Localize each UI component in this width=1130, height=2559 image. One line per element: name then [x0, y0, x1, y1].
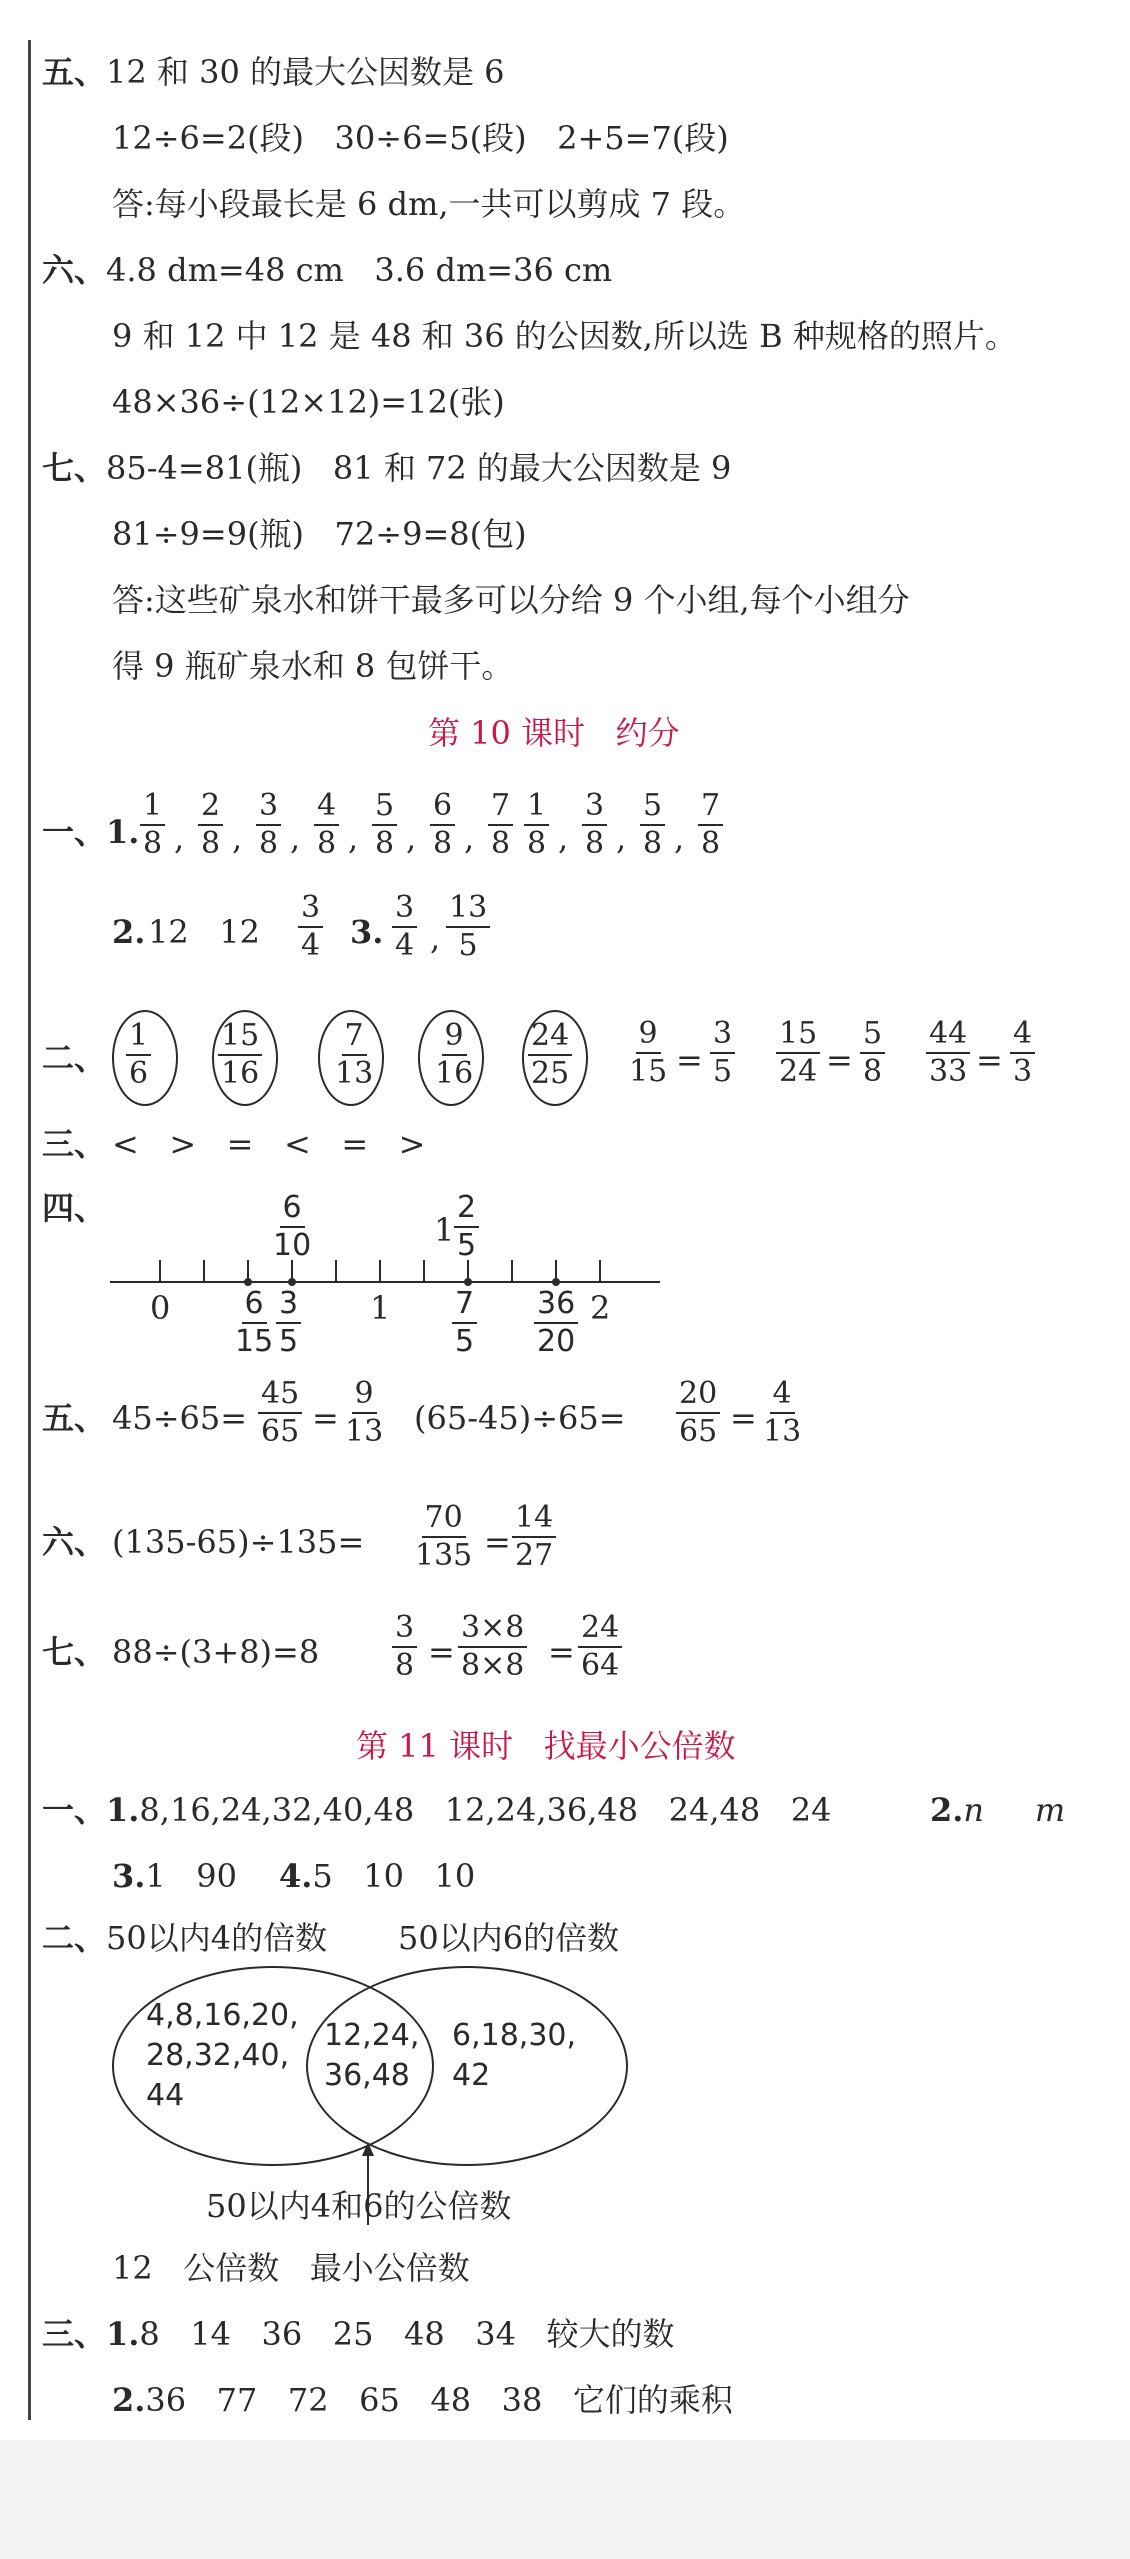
comparison-signs: < > = < = > — [112, 1125, 426, 1163]
denominator: 5 — [713, 1054, 733, 1089]
numerator: 44 — [926, 1016, 970, 1054]
l11-q2-line — [42, 1918, 327, 1958]
fraction — [446, 890, 490, 964]
fraction — [458, 1610, 527, 1684]
denominator: 8 — [143, 826, 163, 861]
denominator: 33 — [929, 1054, 968, 1089]
part-number: 4. — [279, 1857, 313, 1895]
fraction — [760, 1376, 804, 1450]
text: 8 14 36 25 48 34 较大的数 — [139, 2315, 675, 2353]
denominator: 10 — [273, 1228, 312, 1263]
venn-label-right: 50以内6的倍数 — [398, 1919, 620, 1957]
comma: , — [558, 819, 569, 857]
denominator: 8 — [585, 826, 605, 861]
numerator: 3×8 — [458, 1610, 527, 1648]
fraction — [276, 1286, 301, 1360]
numerator: 2 — [454, 1190, 479, 1228]
l10-q1-number — [42, 812, 139, 852]
lesson11-title: 第 11 课时 找最小公倍数 — [356, 1727, 736, 1765]
numerator: 3 — [298, 890, 323, 928]
denominator: 8 — [491, 826, 511, 861]
comma: , — [174, 819, 185, 857]
fraction — [392, 1610, 417, 1684]
denominator: 8 — [395, 1648, 415, 1683]
fraction — [218, 1018, 262, 1092]
denominator: 8 — [863, 1054, 883, 1089]
section-number: 二、 — [42, 1919, 107, 1957]
comma: , — [232, 819, 243, 857]
fraction — [534, 1286, 578, 1360]
numerator: 3 — [710, 1016, 735, 1054]
part-number: 2. — [112, 2381, 146, 2419]
denominator: 13 — [763, 1414, 802, 1449]
venn-middle-line1: 12,24, — [324, 2018, 420, 2053]
l10-q1-part2-number: 2. — [112, 913, 146, 951]
l11-q3-line2 — [112, 2380, 733, 2420]
denominator: 25 — [531, 1056, 570, 1091]
numerator: 3 — [392, 890, 417, 928]
fraction — [512, 1500, 556, 1574]
denominator: 20 — [537, 1324, 576, 1359]
fraction — [578, 1610, 622, 1684]
sec7-line2: 81÷9=9(瓶) 72÷9=8(包) — [112, 515, 527, 553]
part-number: 1. — [106, 2315, 140, 2353]
denominator: 8 — [527, 826, 547, 861]
l10-q4-number: 四、 — [42, 1189, 107, 1227]
page-bottom-shade — [0, 2440, 1130, 2559]
venn-left-line1: 4,8,16,20, — [146, 1998, 299, 2033]
numerator: 7 — [698, 788, 723, 826]
fraction — [860, 1016, 885, 1090]
equals-sign: = — [312, 1399, 339, 1437]
text: 1 90 — [145, 1857, 237, 1895]
numerator: 6 — [242, 1286, 267, 1324]
numerator: 3 — [582, 788, 607, 826]
denominator: 64 — [581, 1648, 620, 1683]
numerator: 15 — [776, 1016, 820, 1054]
mixed-whole: 1 — [434, 1211, 455, 1249]
equals-sign: = — [484, 1523, 511, 1561]
numerator: 4 — [770, 1376, 795, 1414]
section-number: 一、 — [42, 813, 107, 851]
l10-q3-line — [42, 1124, 425, 1164]
equals-sign: = — [976, 1041, 1003, 1079]
numerator: 70 — [422, 1500, 466, 1538]
section-number: 三、 — [42, 2315, 107, 2353]
numerator: 13 — [446, 890, 490, 928]
denominator: 5 — [455, 1324, 475, 1359]
fraction — [1010, 1016, 1035, 1090]
expression: 88÷(3+8)=8 — [112, 1633, 320, 1671]
denominator: 8 — [259, 826, 279, 861]
l10-q5-number: 五、 — [42, 1399, 107, 1437]
fraction — [452, 1286, 477, 1360]
fraction — [392, 890, 417, 964]
fraction — [198, 788, 223, 862]
comma: , — [616, 819, 627, 857]
number-line-point — [464, 1278, 472, 1286]
numerator: 45 — [258, 1376, 302, 1414]
comma: , — [406, 819, 417, 857]
section-number: 六、 — [42, 251, 107, 289]
text: 36 77 72 65 48 38 它们的乘积 — [145, 2381, 733, 2419]
l10-q6-number: 六、 — [42, 1523, 107, 1561]
denominator: 5 — [279, 1324, 299, 1359]
comma: , — [430, 919, 441, 957]
denominator: 3 — [1013, 1054, 1033, 1089]
equals-sign: = — [428, 1633, 455, 1671]
fraction — [488, 788, 513, 862]
denominator: 24 — [779, 1054, 818, 1089]
expression: 45÷65= — [112, 1399, 248, 1437]
text: 4.8 dm=48 cm 3.6 dm=36 cm — [106, 251, 613, 289]
l11-q1-part2 — [930, 1790, 1065, 1830]
numerator: 7 — [342, 1018, 367, 1056]
numerator: 1 — [140, 788, 165, 826]
numerator: 5 — [860, 1016, 885, 1054]
equals-sign: = — [548, 1633, 575, 1671]
denominator: 8 — [201, 826, 221, 861]
fraction — [454, 1190, 479, 1264]
margin-line — [28, 40, 31, 2420]
fraction — [126, 1018, 151, 1092]
sec6-line2: 9 和 12 中 12 是 48 和 36 的公因数,所以选 B 种规格的照片。 — [112, 317, 1017, 355]
denominator: 16 — [221, 1056, 260, 1091]
part-number: 2. — [930, 1791, 964, 1829]
denominator: 5 — [457, 1228, 477, 1263]
denominator: 4 — [395, 928, 415, 963]
denominator: 8 — [701, 826, 721, 861]
fraction — [582, 788, 607, 862]
number-line-point — [244, 1278, 252, 1286]
denominator: 15 — [235, 1324, 274, 1359]
sec7-line4: 得 9 瓶矿泉水和 8 包饼干。 — [112, 647, 514, 685]
denominator: 65 — [679, 1414, 718, 1449]
comma: , — [464, 819, 475, 857]
sec7-line1 — [42, 448, 731, 488]
numerator: 3 — [276, 1286, 301, 1324]
l11-q1-line1 — [42, 1790, 832, 1830]
numerator: 6 — [280, 1190, 305, 1228]
number-line — [100, 1250, 660, 1290]
tick-label: 2 — [590, 1289, 611, 1327]
lesson10-title: 第 10 课时 约分 — [428, 714, 680, 752]
expression: (135-65)÷135= — [112, 1523, 365, 1561]
numerator: 3 — [256, 788, 281, 826]
sec5-line3: 答:每小段最长是 6 dm,一共可以剪成 7 段。 — [112, 185, 746, 223]
numerator: 5 — [372, 788, 397, 826]
denominator: 8 — [317, 826, 337, 861]
fraction — [256, 788, 281, 862]
text: 85-4=81(瓶) 81 和 72 的最大公因数是 9 — [106, 449, 732, 487]
sec7-line3: 答:这些矿泉水和饼干最多可以分给 9 个小组,每个小组分 — [112, 581, 910, 619]
denominator: 16 — [435, 1056, 474, 1091]
fraction — [270, 1190, 314, 1264]
numerator: 3 — [392, 1610, 417, 1648]
venn-left-line3: 44 — [146, 2078, 185, 2113]
denominator: 135 — [415, 1538, 473, 1573]
fraction — [298, 890, 323, 964]
tick-label: 1 — [370, 1289, 391, 1327]
tick-label: 0 — [150, 1289, 171, 1327]
numerator: 2 — [198, 788, 223, 826]
numerator: 24 — [528, 1018, 572, 1056]
section-number: 三、 — [42, 1125, 107, 1163]
numerator: 4 — [1010, 1016, 1035, 1054]
denominator: 8 — [375, 826, 395, 861]
fraction — [232, 1286, 276, 1360]
l11-q1-line2 — [112, 1856, 475, 1896]
text: 8,16,24,32,40,48 12,24,36,48 24,48 24 — [139, 1791, 832, 1829]
numerator: 14 — [512, 1500, 556, 1538]
sec6-line1 — [42, 250, 612, 290]
denominator: 65 — [261, 1414, 300, 1449]
denominator: 4 — [301, 928, 321, 963]
denominator: 6 — [129, 1056, 149, 1091]
fraction — [372, 788, 397, 862]
numerator: 7 — [452, 1286, 477, 1324]
sec6-line3: 48×36÷(12×12)=12(张) — [112, 383, 505, 421]
l11-q2-answer: 12 公倍数 最小公倍数 — [112, 2249, 470, 2287]
section-number: 七、 — [42, 449, 107, 487]
fraction — [710, 1016, 735, 1090]
numerator: 6 — [430, 788, 455, 826]
number-line-point — [288, 1278, 296, 1286]
denominator: 13 — [345, 1414, 384, 1449]
numerator: 1 — [126, 1018, 151, 1056]
sec5-line1 — [42, 52, 505, 92]
l10-q1-part2-text: 12 12 — [148, 913, 260, 951]
denominator: 27 — [515, 1538, 554, 1573]
denominator: 15 — [629, 1054, 668, 1089]
denominator: 8 — [643, 826, 663, 861]
comma: , — [348, 819, 359, 857]
numerator: 5 — [640, 788, 665, 826]
fraction — [776, 1016, 820, 1090]
fraction — [140, 788, 165, 862]
numerator: 1 — [524, 788, 549, 826]
text: n m — [963, 1791, 1066, 1829]
venn-left-line2: 28,32,40, — [146, 2038, 290, 2073]
fraction — [926, 1016, 970, 1090]
fraction — [332, 1018, 376, 1092]
fraction — [412, 1500, 475, 1574]
fraction — [528, 1018, 572, 1092]
denominator: 13 — [335, 1056, 374, 1091]
venn-right-line2: 42 — [452, 2058, 491, 2093]
fraction — [342, 1376, 386, 1450]
l10-q1-part3-number: 3. — [350, 913, 384, 951]
expression: (65-45)÷65= — [414, 1399, 626, 1437]
fraction — [258, 1376, 302, 1450]
venn-middle-line2: 36,48 — [324, 2058, 410, 2093]
numerator: 24 — [578, 1610, 622, 1648]
numerator: 7 — [488, 788, 513, 826]
venn-right-line1: 6,18,30, — [452, 2018, 577, 2053]
numerator: 15 — [218, 1018, 262, 1056]
numerator: 9 — [636, 1016, 661, 1054]
section-number: 一、 — [42, 1791, 107, 1829]
equals-sign: = — [826, 1041, 853, 1079]
text: 5 10 10 — [312, 1857, 476, 1895]
number-line-point — [552, 1278, 560, 1286]
comma: , — [290, 819, 301, 857]
numerator: 4 — [314, 788, 339, 826]
l10-q7-number: 七、 — [42, 1633, 107, 1671]
fraction — [626, 1016, 670, 1090]
numerator: 9 — [442, 1018, 467, 1056]
text: 12 和 30 的最大公因数是 6 — [106, 53, 505, 91]
part-number: 1. — [106, 1791, 140, 1829]
part-number: 1. — [106, 813, 140, 851]
numerator: 20 — [676, 1376, 720, 1414]
denominator: 5 — [458, 928, 478, 963]
fraction — [640, 788, 665, 862]
venn-label-left: 50以内4的倍数 — [106, 1919, 328, 1957]
venn-label-bottom: 50以内4和6的公倍数 — [206, 2187, 512, 2225]
denominator: 8×8 — [461, 1648, 525, 1683]
fraction — [432, 1018, 476, 1092]
fraction — [698, 788, 723, 862]
fraction — [314, 788, 339, 862]
equals-sign: = — [730, 1399, 757, 1437]
section-number: 五、 — [42, 53, 107, 91]
numerator: 36 — [534, 1286, 578, 1324]
equals-sign: = — [676, 1041, 703, 1079]
fraction — [524, 788, 549, 862]
fraction — [676, 1376, 720, 1450]
fraction — [430, 788, 455, 862]
numerator: 9 — [352, 1376, 377, 1414]
denominator: 8 — [433, 826, 453, 861]
sec5-line2: 12÷6=2(段) 30÷6=5(段) 2+5=7(段) — [112, 119, 729, 157]
l11-q3-line1 — [42, 2314, 674, 2354]
part-number: 3. — [112, 1857, 146, 1895]
l10-q2-number: 二、 — [42, 1039, 107, 1077]
comma: , — [674, 819, 685, 857]
